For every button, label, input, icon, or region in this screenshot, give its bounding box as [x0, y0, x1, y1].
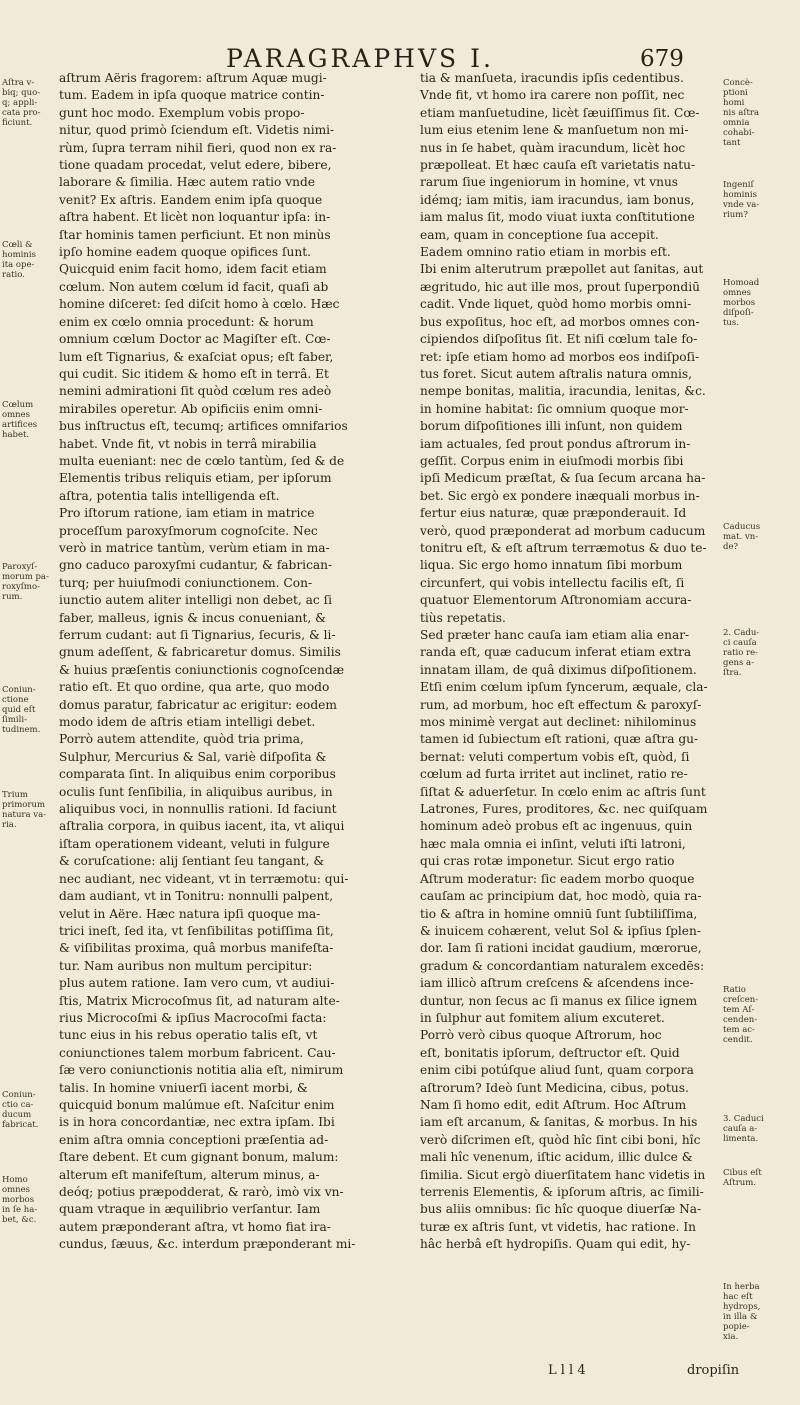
signature-mark: L l l 4	[548, 1363, 586, 1378]
margin-note: Cibus eſt Aſtrum.	[723, 1168, 762, 1188]
page-number: 679	[640, 46, 684, 72]
running-head: PARAGRAPHVS I.	[226, 44, 494, 73]
margin-note: Cœli & hominis ita ope- ratio.	[2, 240, 36, 280]
margin-note: Cœlum omnes artifices habet.	[2, 400, 38, 440]
margin-note: Coniun- ctione quid eſt ſimili- tudinem.	[2, 685, 41, 735]
margin-note: Paroxyſ- morum pa- roxyſmo- rum.	[2, 562, 49, 602]
margin-note: Trium primorum natura va- ria.	[2, 790, 47, 830]
margin-note: Aſtra v- biq; quo- q; appli- cata pro- ficiunt.	[2, 78, 41, 128]
catchword: dropiſin	[687, 1363, 740, 1378]
margin-note: 2. Cadu- ci cauſa ratio re- gens a- ſtra.	[723, 628, 760, 678]
margin-note: Homoad omnes morbos diſpoſi- tus.	[723, 278, 760, 328]
margin-note: 3. Caduci cauſa a- limenta.	[723, 1114, 764, 1144]
left-text-column: aſtrum Aëris fragorem: aſtrum Aquæ mugi- tum. Eadem in ipſa quoque matrice contin- gunt hoc modo. Exemplum vobis propo- nitur, quod primò ſciendum eſt. Videtis nimi- rùm, ſupra terram nihil fieri, quod non ex ra- tione quadam procedat, velut edere, bibere, laborare & ſimilia. Hæc autem ratio vnde venit? Ex aſtris. Eandem enim ipſa quoque aſtra habent. Et licèt non loquantur ipſa: in- ſtar hominis tamen perficiunt. Et non minùs ipſo homine eadem quoque opifices ſunt. Quicquid enim facit homo, idem facit etiam cœlum. Non autem cœlum id facit, quaſi ab homine diſceret: ſed diſcit homo à cœlo. Hæc enim ex cœlo omnia procedunt: & horum omnium cœlum Doctor ac Magiſter eſt. Cœ- lum eſt Tignarius, & exaſciat opus; eſt faber, qui cudit. Sic itidem & homo eſt in terrâ. Et nemini admirationi ſit quòd cœlum res adeò mirabiles operetur. Ab opificiis enim omni- bus inſtructus eſt, tecumq; artifices omnifarios habet. Vnde fit, vt nobis in terrâ mirabilia multa eueniant: nec de cœlo tantùm, ſed & de Elementis tribus reliquis etiam, per ipſorum aſtra, potentia talis intelligenda eſt. Pro iſtorum ratione, iam etiam in matrice proceſſum paroxyſmorum cognoſcite. Nec verò in matrice tantùm, verùm etiam in ma- gno caduco paroxyſmi cudantur, & fabrican- turq; per huiuſmodi coniunctionem. Con- iunctio autem aliter intelligi non debet, ac ſi faber, malleus, ignis & incus conueniant, & ferrum cudant: aut ſi Tignarius, ſecuris, & li- gnum adeſſent, & fabricaretur domus. Similis & huius præſentis coniunctionis cognoſcendæ ratio eſt. Et quo ordine, qua arte, quo modo domus paratur, fabricatur ac erigitur: eodem modo idem de aſtris etiam intelligi debet. Porrò autem attendite, quòd tria prima, Sulphur, Mercurius & Sal, variè diſpoſita & comparata ſint. In aliquibus enim corporibus oculis ſunt ſenſibilia, in aliquibus auribus, in aliquibus voci, in nonnullis rationi. Id faciunt aſtralia corpora, in quibus iacent, ita, vt aliqui iſtam operationem videant, veluti in fulgure & coruſcatione: alij ſentiant ſeu tangant, & nec audiant, nec videant, vt in terræmotu: qui- dam audiant, vt in Tonitru: nonnulli palpent, velut in Aëre. Hæc natura ipſi quoque ma- trici ineſt, ſed ita, vt ſenſibilitas potiſſima ſit, & viſibilitas proxima, quâ morbus manifeſta- tur. Nam auribus non multum percipitur: plus autem ratione. Iam vero cum, vt audiui- ſtis, Matrix Microcoſmus ſit, ad naturam alte- rius Microcoſmi & ipſius Macrocoſmi facta: tunc eius in his rebus operatio talis eſt, vt coniunctiones talem morbum fabricent. Cau- ſæ vero coniunctionis notitia alia eſt, nimirum talis. In homine vniuerſi iacent morbi, & quicquid bonum malúmue eſt. Naſcitur enim is in hora concordantiæ, nec extra ipſam. Ibi enim aſtra omnia conceptioni præſentia ad- ſtare debent. Et cum gignant bonum, malum: alterum eſt manifeſtum, alterum minus, a- deóq; potius præpodderat, & rarò, imò vix vn- quam vtraque in æquilibrio verſantur. Iam autem præponderant aſtra, vt homo fiat ira- cundus, ſæuus, &c. interdum præponderant mi-	[59, 71, 356, 1252]
margin-note: Homo omnes morbos in ſe ha- bet, &c.	[2, 1175, 38, 1225]
margin-note: Ratio creſcen- tem Aſ- cenden- tem ac- cendit.	[723, 985, 759, 1045]
margin-note: Concè- ptioni homi nis aſtra omnia cohabi- tant	[723, 78, 760, 148]
margin-note: Caducus mat. vn- de?	[723, 522, 761, 552]
margin-note: In herba hac eſt hydrops, in illa & popie- xia.	[723, 1282, 761, 1342]
margin-note: Coniun- ctio ca- ducum fabricat.	[2, 1090, 39, 1130]
margin-note: Ingeniſ hominis vnde va- rium?	[723, 180, 760, 220]
right-text-column: tia & manſueta, iracundis ipſis cedentibus. Vnde fit, vt homo ira carere non poſſit, nec etiam manſuetudine, licèt ſæuiſſimus ſit. Cœ- lum eius etenim lene & manſuetum non mi- nus in ſe habet, quàm iracundum, licèt hoc præpolleat. Et hæc cauſa eſt varietatis natu- rarum ſiue ingeniorum in homine, vt vnus idémq; iam mitis, iam iracundus, iam bonus, iam malus ſit, modo viuat iuxta conſtitutione eam, quam in conceptione ſua accepit. Eadem omnino ratio etiam in morbis eſt. Ibi enim alterutrum præpollet aut ſanitas, aut ægritudo, hic aut ille mos, prout ſuperpondiū cadit. Vnde liquet, quòd homo morbis omni- bus expoſitus, hoc eſt, ad morbos omnes con- cipiendos diſpoſitus ſit. Et niſi cœlum tale fo- ret: ipſe etiam homo ad morbos eos indiſpoſi- tus foret. Sicut autem aſtralis natura omnis, nempe bonitas, malitia, iracundia, lenitas, &c. in homine habitat: ſic omnium quoque mor- borum diſpoſitiones illi inſunt, non quidem iam actuales, ſed prout pondus aſtrorum in- geſſit. Corpus enim in eiuſmodi morbis ſibi ipſi Medicum præſtat, & ſua ſecum arcana ha- bet. Sic ergò ex pondere inæquali morbus in- fertur eius naturæ, quæ præponderauit. Id verò, quod præponderat ad morbum caducum tonitru eſt, & eſt aſtrum terræmotus & duo te- liqua. Sic ergo homo innatum ſibi morbum circunfert, qui vobis intellectu facilis eſt, ſi quatuor Elementorum Aſtronomiam accura- tiùs repetatis. Sed præter hanc cauſa iam etiam alia enar- randa eſt, quæ caducum inferat etiam extra innatam illam, de quâ diximus diſpoſitionem. Etſi enim cœlum ipſum ſyncerum, æquale, cla- rum, ad morbum, hoc eſt effectum & paroxyſ- mos minimè vergat aut declinet: nihilominus tamen id ſubiectum eſt rationi, quæ aſtra gu- bernat: veluti compertum vobis eſt, quòd, ſi cœlum ad furta irritet aut inclinet, ratio re- ſiſtat & aduerſetur. In cœlo enim ac aſtris ſunt Latrones, Fures, proditores, &c. nec quiſquam hominum adeò probus eſt ac ingenuus, quin hæc mala omnia ei inſint, veluti iſti latroni, qui cras rotæ imponetur. Sicut ergo ratio Aſtrum moderatur: ſic eadem morbo quoque cauſam ac principium dat, hoc modò, quia ra- tio & aſtra in homine omniū ſunt ſubtiliſſima, & inuicem cohærent, velut Sol & ipſius ſplen- dor. Iam ſi rationi incidat gaudium, mœrorue, gradum & concordantiam naturalem excedēs: iam illicò aſtrum creſcens & aſcendens ince- duntur, non ſecus ac ſi manus ex ſilice ignem in ſulphur aut fomitem alium excuteret. Porrò verò cibus quoque Aſtrorum, hoc eſt, bonitatis ipſorum, deſtructor eſt. Quid enim cibi potúſque aliud ſunt, quam corpora aſtrorum? Ideò ſunt Medicina, cibus, potus. Nam ſi homo edit, edit Aſtrum. Hoc Aſtrum iam eſt arcanum, & ſanitas, & morbus. In his verò diſcrimen eſt, quòd hîc ſint cibi boni, hîc mali hîc venenum, iſtic acidum, illic dulce & ſimilia. Sicut ergò diuerſitatem hanc videtis in terrenis Elementis, & ipſorum aſtris, ac ſimili- bus aliis omnibus: ſic hîc quoque diuerſæ Na- turæ ex aſtris ſunt, vt videtis, hac ratione. In hâc herbâ eſt hydropiſis. Quam qui edit, hy-	[420, 71, 708, 1252]
